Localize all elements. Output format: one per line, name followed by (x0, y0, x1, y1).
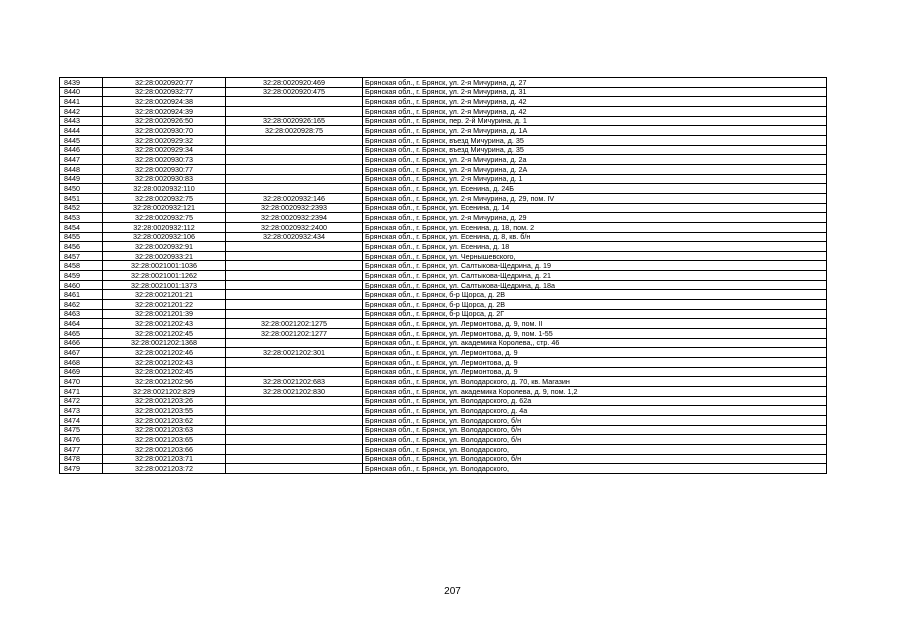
row-number-cell: 8445 (60, 135, 103, 145)
row-number-cell: 8471 (60, 387, 103, 397)
object-cadastral-number-cell (226, 358, 363, 368)
table-row (60, 184, 827, 194)
address-cell: Брянская обл., г. Брянск, б-р Щорса, д. 2Г (363, 309, 827, 319)
table-row (60, 396, 827, 406)
row-number-cell: 8463 (60, 309, 103, 319)
table-row (60, 193, 827, 203)
cadastral-number-cell: 32:28:0021202:1368 (103, 338, 226, 348)
object-cadastral-number-cell: 32:28:0021202:683 (226, 377, 363, 387)
address-cell: Брянская обл., г. Брянск, ул. Есенина, д. 14 (363, 203, 827, 213)
object-cadastral-number-cell (226, 464, 363, 474)
row-number-cell: 8458 (60, 261, 103, 271)
address-cell: Брянская обл., г. Брянск, ул. 2-я Мичурина, д. 1А (363, 126, 827, 136)
cadastral-number-cell: 32:28:0021203:71 (103, 454, 226, 464)
row-number-cell: 8457 (60, 251, 103, 261)
table-row (60, 126, 827, 136)
object-cadastral-number-cell (226, 406, 363, 416)
table-row (60, 232, 827, 242)
object-cadastral-number-cell: 32:28:0021202:830 (226, 387, 363, 397)
cadastral-number-cell: 32:28:0020926:50 (103, 116, 226, 126)
cadastral-number-cell: 32:28:0021202:43 (103, 319, 226, 329)
table-row (60, 406, 827, 416)
table-row (60, 464, 827, 474)
object-cadastral-number-cell (226, 425, 363, 435)
cadastral-number-cell: 32:28:0020932:110 (103, 184, 226, 194)
address-cell: Брянская обл., г. Брянск, ул. Есенина, д. 18 (363, 242, 827, 252)
object-cadastral-number-cell (226, 415, 363, 425)
row-number-cell: 8447 (60, 155, 103, 165)
address-cell: Брянская обл., г. Брянск, ул. Володарского, (363, 444, 827, 454)
address-cell: Брянская обл., г. Брянск, ул. Лермонтова, д. 9, пом. 1-55 (363, 329, 827, 339)
cadastral-number-cell: 32:28:0021203:55 (103, 406, 226, 416)
row-number-cell: 8472 (60, 396, 103, 406)
object-cadastral-number-cell: 32:28:0020920:469 (226, 78, 363, 88)
cadastral-number-cell: 32:28:0020932:75 (103, 213, 226, 223)
cadastral-number-cell: 32:28:0021203:26 (103, 396, 226, 406)
cadastral-number-cell: 32:28:0021001:1262 (103, 271, 226, 281)
row-number-cell: 8477 (60, 444, 103, 454)
table-row (60, 87, 827, 97)
row-number-cell: 8439 (60, 78, 103, 88)
address-cell: Брянская обл., г. Брянск, ул. Есенина, д. 24Б (363, 184, 827, 194)
address-cell: Брянская обл., г. Брянск, ул. Володарского, (363, 464, 827, 474)
cadastral-number-cell: 32:28:0021001:1373 (103, 280, 226, 290)
cadastral-number-cell: 32:28:0020932:91 (103, 242, 226, 252)
row-number-cell: 8469 (60, 367, 103, 377)
row-number-cell: 8450 (60, 184, 103, 194)
object-cadastral-number-cell (226, 145, 363, 155)
cadastral-number-cell: 32:28:0021201:39 (103, 309, 226, 319)
cadastral-number-cell: 32:28:0020932:77 (103, 87, 226, 97)
address-cell: Брянская обл., г. Брянск, ул. Есенина, д. 8, кв. б/н (363, 232, 827, 242)
object-cadastral-number-cell (226, 184, 363, 194)
cadastral-number-cell: 32:28:0021202:96 (103, 377, 226, 387)
row-number-cell: 8446 (60, 145, 103, 155)
table-row (60, 97, 827, 107)
address-cell: Брянская обл., г. Брянск, ул. Салтыкова-Щедрина, д. 19 (363, 261, 827, 271)
row-number-cell: 8448 (60, 164, 103, 174)
cadastral-number-cell: 32:28:0020932:121 (103, 203, 226, 213)
row-number-cell: 8468 (60, 358, 103, 368)
row-number-cell: 8444 (60, 126, 103, 136)
object-cadastral-number-cell (226, 338, 363, 348)
cadastral-number-cell: 32:28:0020930:77 (103, 164, 226, 174)
table-row (60, 348, 827, 358)
row-number-cell: 8462 (60, 300, 103, 310)
row-number-cell: 8476 (60, 435, 103, 445)
cadastral-number-cell: 32:28:0021203:62 (103, 415, 226, 425)
address-cell: Брянская обл., г. Брянск, ул. Володарского, д. 70, кв. Магазин (363, 377, 827, 387)
cadastral-number-cell: 32:28:0021203:72 (103, 464, 226, 474)
object-cadastral-number-cell (226, 271, 363, 281)
object-cadastral-number-cell: 32:28:0020920:475 (226, 87, 363, 97)
object-cadastral-number-cell: 32:28:0020932:146 (226, 193, 363, 203)
object-cadastral-number-cell (226, 242, 363, 252)
table-row (60, 309, 827, 319)
row-number-cell: 8453 (60, 213, 103, 223)
object-cadastral-number-cell: 32:28:0021202:301 (226, 348, 363, 358)
object-cadastral-number-cell (226, 251, 363, 261)
address-cell: Брянская обл., г. Брянск, ул. 2-я Мичурина, д. 2а (363, 155, 827, 165)
cadastral-number-cell: 32:28:0020929:34 (103, 145, 226, 155)
address-cell: Брянская обл., г. Брянск, ул. 2-я Мичурина, д. 1 (363, 174, 827, 184)
table-row (60, 155, 827, 165)
object-cadastral-number-cell (226, 367, 363, 377)
row-number-cell: 8442 (60, 106, 103, 116)
cadastral-number-cell: 32:28:0021202:46 (103, 348, 226, 358)
cadastral-number-cell: 32:28:0020930:73 (103, 155, 226, 165)
row-number-cell: 8452 (60, 203, 103, 213)
row-number-cell: 8451 (60, 193, 103, 203)
table-row (60, 387, 827, 397)
address-cell: Брянская обл., г. Брянск, ул. 2-я Мичурина, д. 42 (363, 97, 827, 107)
table-row (60, 319, 827, 329)
object-cadastral-number-cell (226, 290, 363, 300)
row-number-cell: 8466 (60, 338, 103, 348)
object-cadastral-number-cell (226, 444, 363, 454)
row-number-cell: 8449 (60, 174, 103, 184)
row-number-cell: 8475 (60, 425, 103, 435)
table-row (60, 271, 827, 281)
row-number-cell: 8464 (60, 319, 103, 329)
address-cell: Брянская обл., г. Брянск, въезд Мичурина, д. 35 (363, 145, 827, 155)
address-cell: Брянская обл., г. Брянск, ул. Володарского, б/н (363, 415, 827, 425)
cadastral-number-cell: 32:28:0020929:32 (103, 135, 226, 145)
address-cell: Брянская обл., г. Брянск, ул. Володарского, б/н (363, 425, 827, 435)
address-cell: Брянская обл., г. Брянск, ул. Есенина, д. 18, пом. 2 (363, 222, 827, 232)
cadastral-number-cell: 32:28:0021001:1036 (103, 261, 226, 271)
table-row (60, 280, 827, 290)
table-row (60, 367, 827, 377)
address-cell: Брянская обл., г. Брянск, ул. Лермонтова, д. 9 (363, 358, 827, 368)
address-cell: Брянская обл., г. Брянск, б-р Щорса, д. 2В (363, 300, 827, 310)
row-number-cell: 8470 (60, 377, 103, 387)
object-cadastral-number-cell (226, 454, 363, 464)
table-row (60, 145, 827, 155)
table-row (60, 290, 827, 300)
address-cell: Брянская обл., г. Брянск, ул. Салтыкова-Щедрина, д. 18а (363, 280, 827, 290)
table-row (60, 338, 827, 348)
object-cadastral-number-cell: 32:28:0020928:75 (226, 126, 363, 136)
table-row (60, 261, 827, 271)
object-cadastral-number-cell (226, 309, 363, 319)
cadastral-number-cell: 32:28:0021202:829 (103, 387, 226, 397)
address-cell: Брянская обл., г. Брянск, ул. 2-я Мичурина, д. 27 (363, 78, 827, 88)
object-cadastral-number-cell (226, 106, 363, 116)
object-cadastral-number-cell (226, 164, 363, 174)
address-cell: Брянская обл., г. Брянск, ул. 2-я Мичурина, д. 29 (363, 213, 827, 223)
row-number-cell: 8440 (60, 87, 103, 97)
row-number-cell: 8478 (60, 454, 103, 464)
address-cell: Брянская обл., г. Брянск, ул. 2-я Мичурина, д. 29, пом. IV (363, 193, 827, 203)
address-cell: Брянская обл., г. Брянск, ул. Володарского, б/н (363, 454, 827, 464)
table-row (60, 329, 827, 339)
row-number-cell: 8443 (60, 116, 103, 126)
address-cell: Брянская обл., г. Брянск, ул. академика Королева,, стр. 46 (363, 338, 827, 348)
cadastral-number-cell: 32:28:0020930:70 (103, 126, 226, 136)
table-row (60, 106, 827, 116)
table-row (60, 174, 827, 184)
cadastral-number-cell: 32:28:0021202:45 (103, 367, 226, 377)
cadastral-number-cell: 32:28:0021203:66 (103, 444, 226, 454)
cadastral-number-cell: 32:28:0020920:77 (103, 78, 226, 88)
row-number-cell: 8455 (60, 232, 103, 242)
object-cadastral-number-cell (226, 396, 363, 406)
table-row (60, 116, 827, 126)
table-row (60, 425, 827, 435)
registry-table-body (60, 78, 827, 474)
object-cadastral-number-cell: 32:28:0020932:2394 (226, 213, 363, 223)
cadastral-number-cell: 32:28:0020933:21 (103, 251, 226, 261)
row-number-cell: 8441 (60, 97, 103, 107)
object-cadastral-number-cell (226, 174, 363, 184)
object-cadastral-number-cell (226, 280, 363, 290)
row-number-cell: 8456 (60, 242, 103, 252)
table-row (60, 415, 827, 425)
table-row (60, 444, 827, 454)
address-cell: Брянская обл., г. Брянск, ул. Лермонтова, д. 9 (363, 348, 827, 358)
table-row (60, 203, 827, 213)
row-number-cell: 8479 (60, 464, 103, 474)
object-cadastral-number-cell (226, 97, 363, 107)
object-cadastral-number-cell: 32:28:0020932:434 (226, 232, 363, 242)
cadastral-number-cell: 32:28:0020932:112 (103, 222, 226, 232)
row-number-cell: 8461 (60, 290, 103, 300)
address-cell: Брянская обл., г. Брянск, въезд Мичурина, д. 35 (363, 135, 827, 145)
table-row (60, 242, 827, 252)
land-plot-registry-table (59, 77, 827, 474)
cadastral-number-cell: 32:28:0020924:38 (103, 97, 226, 107)
table-row (60, 222, 827, 232)
cadastral-number-cell: 32:28:0021201:21 (103, 290, 226, 300)
object-cadastral-number-cell: 32:28:0020932:2400 (226, 222, 363, 232)
row-number-cell: 8465 (60, 329, 103, 339)
object-cadastral-number-cell (226, 155, 363, 165)
object-cadastral-number-cell (226, 261, 363, 271)
table-row (60, 164, 827, 174)
address-cell: Брянская обл., г. Брянск, пер. 2-й Мичурина, д. 1 (363, 116, 827, 126)
cadastral-number-cell: 32:28:0020932:106 (103, 232, 226, 242)
address-cell: Брянская обл., г. Брянск, ул. 2-я Мичурина, д. 2А (363, 164, 827, 174)
page-number: 207 (444, 586, 461, 597)
table-row (60, 300, 827, 310)
object-cadastral-number-cell (226, 300, 363, 310)
row-number-cell: 8467 (60, 348, 103, 358)
object-cadastral-number-cell: 32:28:0021202:1275 (226, 319, 363, 329)
table-row (60, 135, 827, 145)
address-cell: Брянская обл., г. Брянск, ул. 2-я Мичурина, д. 42 (363, 106, 827, 116)
address-cell: Брянская обл., г. Брянск, ул. Лермонтова, д. 9, пом. II (363, 319, 827, 329)
cadastral-number-cell: 32:28:0021203:65 (103, 435, 226, 445)
object-cadastral-number-cell: 32:28:0021202:1277 (226, 329, 363, 339)
cadastral-number-cell: 32:28:0020932:75 (103, 193, 226, 203)
object-cadastral-number-cell (226, 135, 363, 145)
object-cadastral-number-cell: 32:28:0020926:165 (226, 116, 363, 126)
row-number-cell: 8474 (60, 415, 103, 425)
cadastral-number-cell: 32:28:0021203:63 (103, 425, 226, 435)
row-number-cell: 8460 (60, 280, 103, 290)
row-number-cell: 8473 (60, 406, 103, 416)
object-cadastral-number-cell: 32:28:0020932:2393 (226, 203, 363, 213)
table-row (60, 251, 827, 261)
address-cell: Брянская обл., г. Брянск, ул. Володарского, б/н (363, 435, 827, 445)
cadastral-number-cell: 32:28:0021202:45 (103, 329, 226, 339)
table-row (60, 358, 827, 368)
cadastral-number-cell: 32:28:0021202:43 (103, 358, 226, 368)
row-number-cell: 8454 (60, 222, 103, 232)
object-cadastral-number-cell (226, 435, 363, 445)
address-cell: Брянская обл., г. Брянск, ул. Салтыкова-Щедрина, д. 21 (363, 271, 827, 281)
address-cell: Брянская обл., г. Брянск, ул. Володарского, д. 4а (363, 406, 827, 416)
table-row (60, 213, 827, 223)
table-row (60, 377, 827, 387)
address-cell: Брянская обл., г. Брянск, ул. Лермонтова, д. 9 (363, 367, 827, 377)
address-cell: Брянская обл., г. Брянск, ул. Володарского, д. 62а (363, 396, 827, 406)
table-row (60, 454, 827, 464)
cadastral-number-cell: 32:28:0021201:22 (103, 300, 226, 310)
address-cell: Брянская обл., г. Брянск, ул. академика Королева, д. 9, пом. 1,2 (363, 387, 827, 397)
table-row (60, 435, 827, 445)
table-row (60, 78, 827, 88)
address-cell: Брянская обл., г. Брянск, б-р Щорса, д. 2В (363, 290, 827, 300)
cadastral-number-cell: 32:28:0020930:83 (103, 174, 226, 184)
row-number-cell: 8459 (60, 271, 103, 281)
cadastral-number-cell: 32:28:0020924:39 (103, 106, 226, 116)
address-cell: Брянская обл., г. Брянск, ул. 2-я Мичурина, д. 31 (363, 87, 827, 97)
address-cell: Брянская обл., г. Брянск, ул. Чернышевского, (363, 251, 827, 261)
